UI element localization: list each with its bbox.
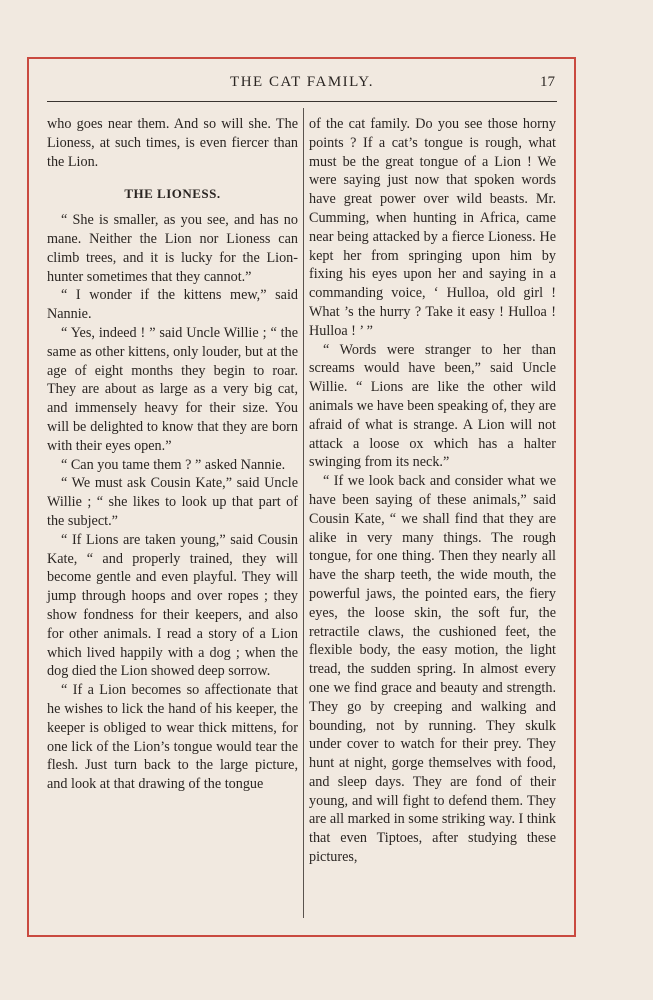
paragraph: “ If we look back and consider what we have been saying of these animals,” said Cousin Kate, “ we shall find that they are alike in very many things. The rough tongue, for one thing. Then they nearly all have the sharp teeth, the wide mouth, the powerful jaws, the pointed ears, the fiery eyes, the loose skin, the soft fur, the retractile claws, the cushioned feet, the flexible body, the easy motion, the light tread, the sudden spring. In almost every one we find grace and beauty and strength. They go by creeping and walking and bounding, not by running. They skulk under cover to watch for their prey. They hunt at night, gorge themselves with food, and sleep days. They are fond of their young, and will fight to defend them. They are all marked in some striking way. I think that even Tiptoes, after studying these pictures,: [309, 473, 556, 866]
section-heading: THE LIONESS.: [124, 186, 221, 202]
running-header: [47, 74, 557, 94]
paragraph: of the cat family. Do you see those horny points ? If a cat’s tongue is rough, what must be the great tongue of a Lion ! We were saying just now that spoken words have great power over wild beasts. Mr. Cumming, when hunting in Africa, came near being attacked by a fierce Lioness. He kept her from springing upon him by fixing his eyes upon her and saying in a commanding voice, ‘ Hulloa, old girl ! What ’s the hurry ? Take it easy ! Hulloa ! Hulloa ! ’ ”: [309, 116, 556, 339]
paragraph: “ Yes, indeed ! ” said Uncle Willie ; “ the same as other kittens, only louder, but at the age of eight months they begin to roar. They are about as large as a very big cat, and immensely heavy for their size. You will be delighted to know that they are born with their eyes open.”: [47, 324, 298, 454]
page-number: 17: [540, 74, 555, 90]
paragraph: “ She is smaller, as you see, and has no mane. Neither the Lion nor Lioness can climb trees, and it is lucky for the Lion-hunter sometimes that they cannot.”: [47, 212, 298, 285]
paragraph: who goes near them. And so will she. The Lioness, at such times, is even fiercer than the Lion.: [47, 116, 298, 170]
paragraph: “ Can you tame them ? ” asked Nannie.: [61, 456, 286, 473]
column-divider: [303, 108, 304, 918]
paragraph: “ I wonder if the kittens mew,” said Nannie.: [47, 287, 298, 323]
running-title: THE CAT FAMILY.: [230, 74, 374, 90]
paragraph: “ We must ask Cousin Kate,” said Uncle Willie ; “ she likes to look up that part of the subject.”: [47, 475, 298, 529]
paragraph: “ If Lions are taken young,” said Cousin Kate, “ and properly trained, they will become gentle and even playful. They will jump through hoops and over ropes ; they show fondness for their keepers, and also for other animals. I read a story of a Lion which lived happily with a dog ; when the dog died the Lion showed deep sorrow.: [47, 531, 298, 680]
left-column: [47, 115, 298, 794]
paragraph: “ Words were stranger to her than screams would have been,” said Uncle Willie. “ Lions are like the other wild animals we have been speaking of, they are afraid of what is strange. A Lion will not attack a loose ox which has a halter swinging from its neck.”: [309, 341, 556, 471]
header-rule: [47, 101, 557, 102]
paragraph: “ If a Lion becomes so affectionate that he wishes to lick the hand of his keeper, the keeper is obliged to wear thick mittens, for one lick of the Lion’s tongue would tear the flesh. Just turn back to the large picture, and look at that drawing of the tongue: [47, 682, 298, 793]
right-column: [309, 115, 556, 867]
